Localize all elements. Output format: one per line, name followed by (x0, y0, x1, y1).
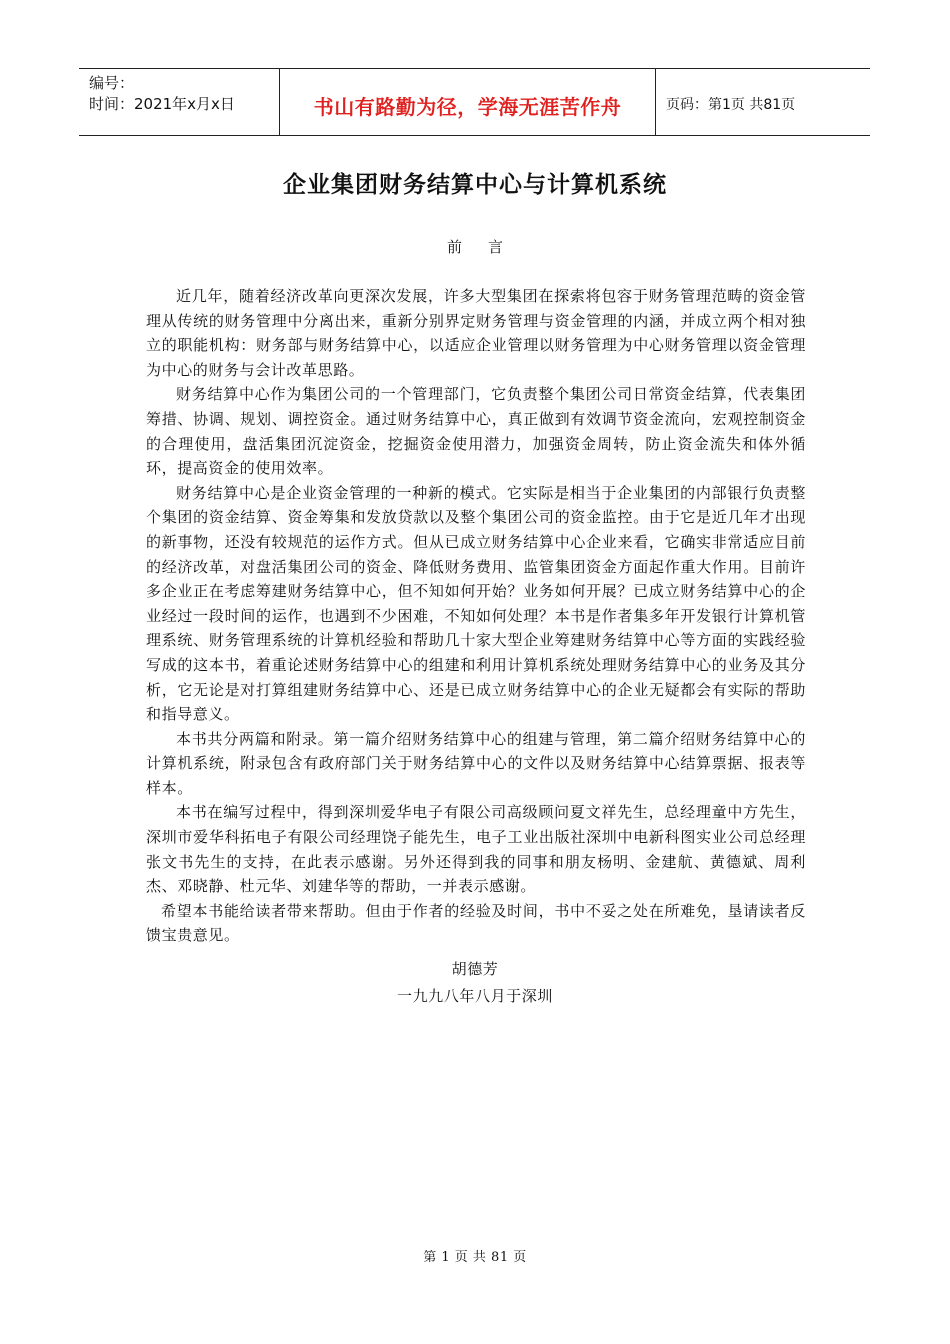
paragraph-1: 近几年，随着经济改革向更深次发展，许多大型集团在探索将包容于财务管理范畴的资金管理从传统的财务管理中分离出来，重新分别界定财务管理与资金管理的内涵，并成立两个相对独立的职能机构：财务部与财务结算中心，以适应企业管理以财务管理为中心财务管理以资金管理为中心的财务与会计改革思路。 (146, 287, 806, 379)
document-body (146, 284, 806, 948)
page-footer: 第 1 页 共 81 页 (423, 1250, 527, 1265)
number-label: 编号： (89, 74, 135, 92)
document-header (79, 68, 870, 136)
paragraph-4: 本书共分两篇和附录。第一篇介绍财务结算中心的组建与管理，第二篇介绍财务结算中心的计算机系统，附录包含有政府部门关于财务结算中心的文件以及财务结算中心结算票据、报表等样本。 (146, 729, 806, 797)
signature-author: 胡德芳 (451, 960, 499, 978)
paragraph-2: 财务结算中心作为集团公司的一个管理部门，它负责整个集团公司日常资金结算，代表集团筹措、协调、规划、调控资金。通过财务结算中心，真正做到有效调节资金流向，宏观控制资金的合理使用，盘活集团沉淀资金，挖掘资金使用潜力，加强资金周转，防止资金流失和体外循环，提高资金的使用效率。 (146, 385, 806, 478)
time-label: 时间：2021年x月x日 (89, 95, 235, 113)
paragraph-6: 希望本书能给读者带来帮助。但由于作者的经验及时间，书中不妥之处在所难免，垦请读者反馈宝贵意见。 (146, 901, 806, 945)
section-heading: 前言 (446, 238, 529, 256)
document-title: 企业集团财务结算中心与计算机系统 (283, 172, 667, 198)
header-meta (79, 69, 280, 135)
paragraph-3: 财务结算中心是企业资金管理的一种新的模式。它实际是相当于企业集团的内部银行负责整个集团的资金结算、资金筹集和发放贷款以及整个集团公司的资金监控。由于它是近几年才出现的新事物，还没有较规范的运作方式。但从已成立财务结算中心企业来看，它确实非常适应目前的经济改革，对盘活集团公司的资金、降低财务费用、监管集团资金方面起作重大作用。目前许多企业正在考虑筹建财务结算中心，但不知如何开始？业务如何开展？已成立财务结算中心的企业经过一段时间的运作，也遇到不少困难，不知如何处理？本书是作者集多年开发银行计算机管理系统、财务管理系统的计算机经验和帮助几十家大型企业筹建财务结算中心等方面的实践经验写成的这本书，着重论述财务结算中心的组建和利用计算机系统处理财务结算中心的业务及其分析，它无论是对打算组建财务结算中心、还是已成立财务结算中心的企业无疑都会有实际的帮助和指导意义。 (146, 483, 806, 724)
paragraph-5: 本书在编写过程中，得到深圳爱华电子有限公司高级顾问夏文祥先生，总经理童中方先生，深圳市爱华科拓电子有限公司经理饶子能先生，电子工业出版社深圳中电新科图实业公司总经理张文书先生的支持，在此表示感谢。另外还得到我的同事和朋友杨明、金建航、黄德斌、周利杰、邓晓静、杜元华、刘建华等的帮助，一并表示感谢。 (146, 803, 806, 896)
header-page-info: 页码：第1页 共81页 (666, 97, 796, 113)
header-motto: 书山有路勤为径，学海无涯苦作舟 (280, 69, 656, 135)
signature-date: 一九九八年八月于深圳 (396, 987, 553, 1005)
